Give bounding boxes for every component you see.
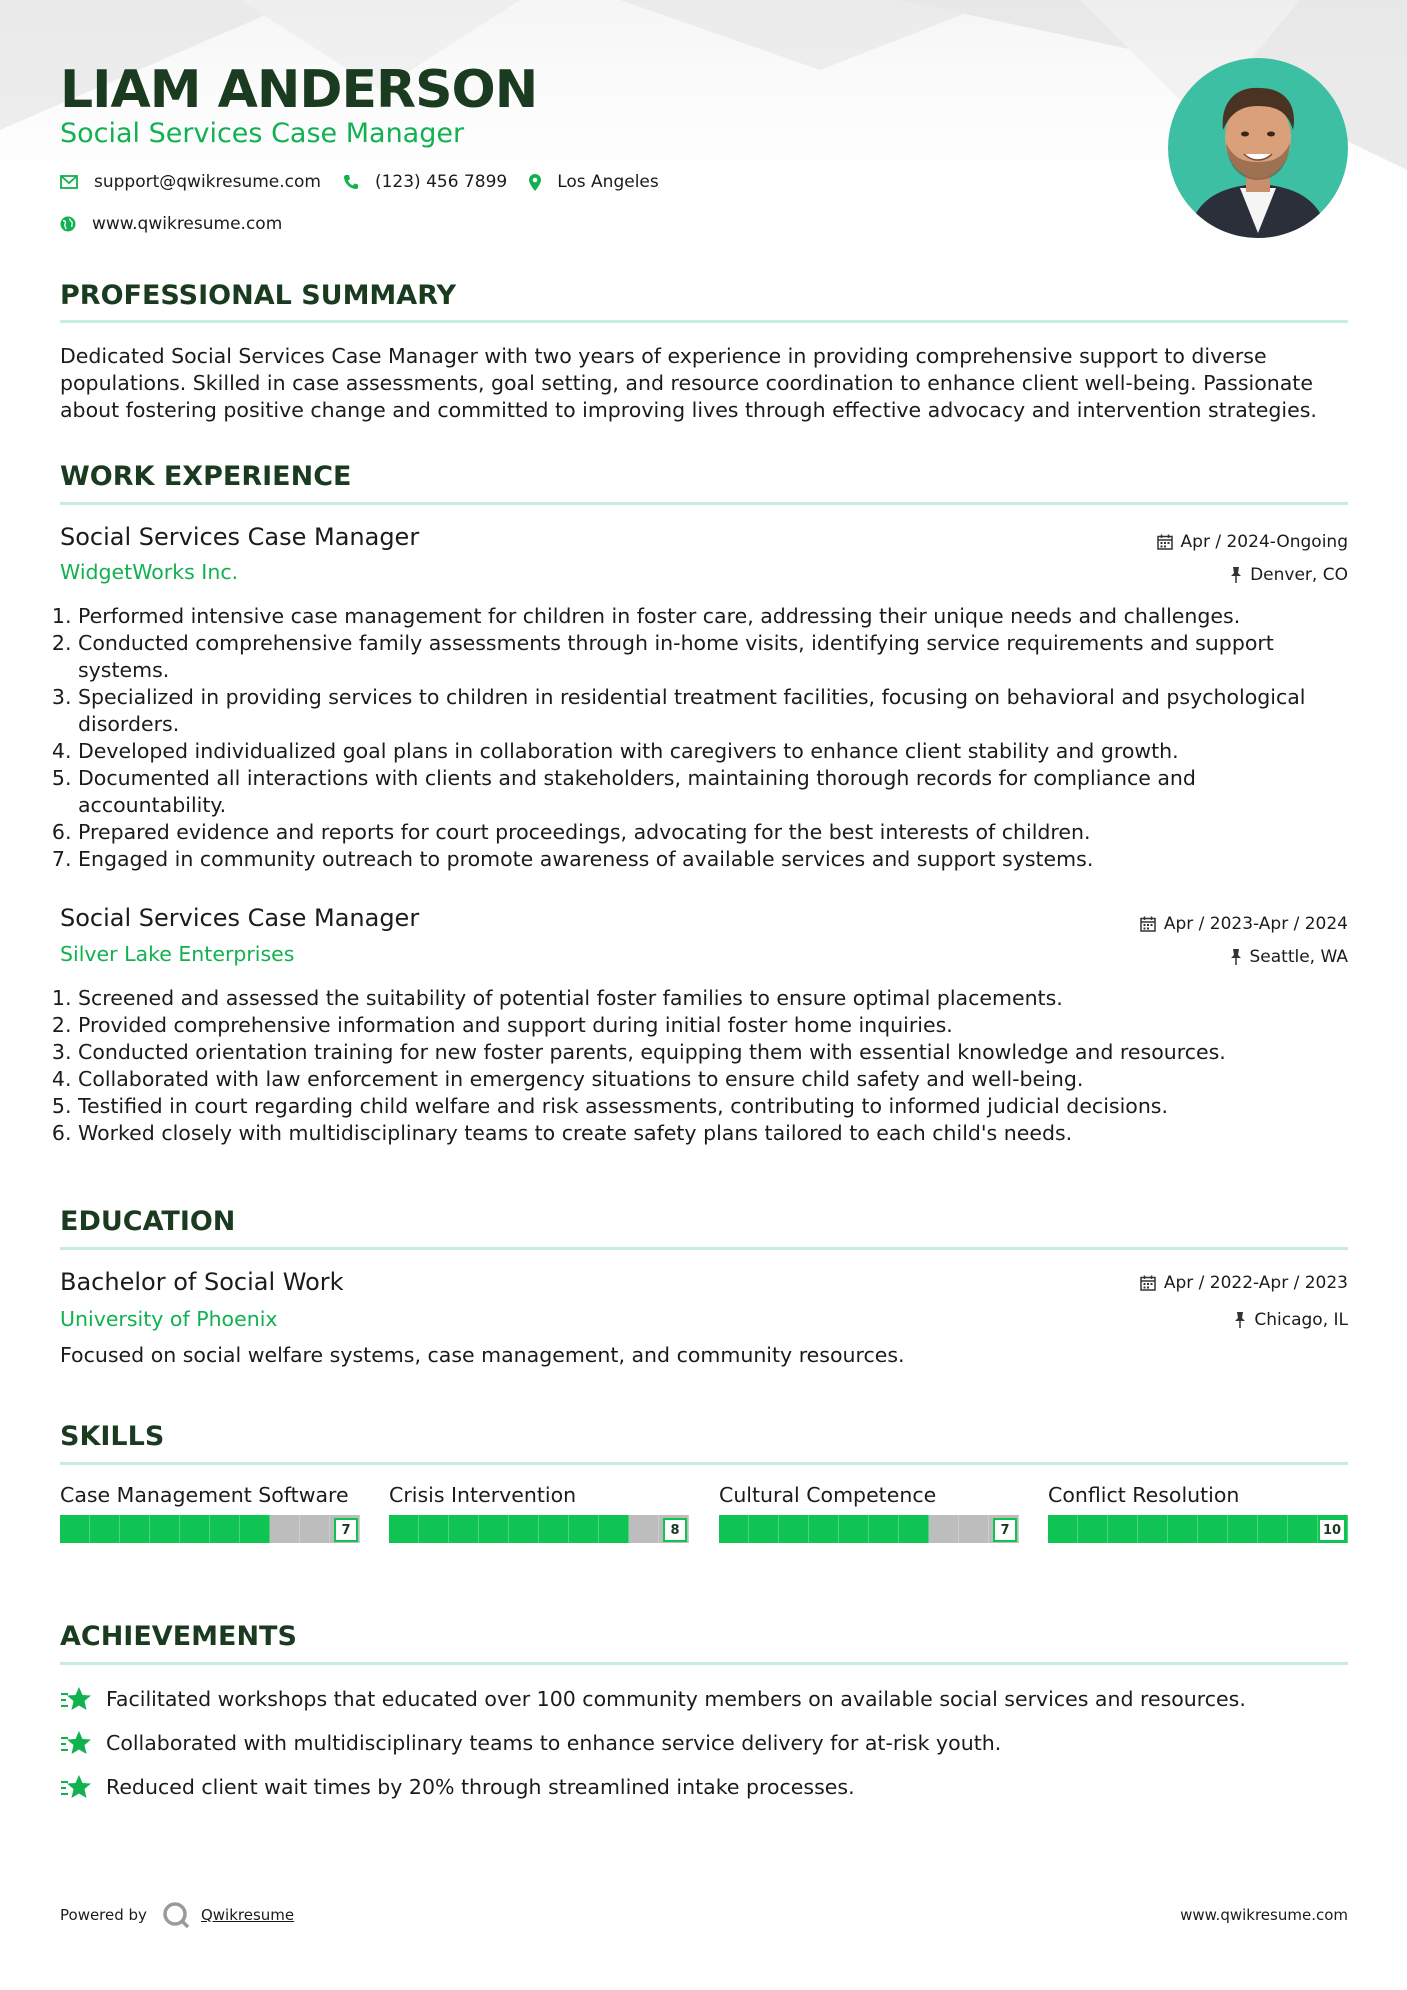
skill-item [1048,1482,1348,1545]
degree-title: Bachelor of Social Work [60,1268,344,1296]
skill-segment-filled [509,1515,539,1543]
skill-segment-filled [1048,1515,1078,1543]
skill-segment-empty [270,1515,300,1543]
list-item: 2. Conducted comprehensive family assessments through in-home visits, identifying service requirements and support systems. [78,630,1348,684]
candidate-title: Social Services Case Manager [60,118,465,149]
brand-link[interactable]: Qwikresume [200,1906,295,1924]
skills-heading: SKILLS [60,1421,165,1452]
pushpin-icon [1230,949,1242,965]
job-location [1230,947,1349,967]
list-item: 2. Provided comprehensive information and support during initial foster home inquiries. [78,1012,1348,1039]
star-icon [60,1773,92,1801]
date-text: Apr / 2022-Apr / 2023 [1163,1273,1348,1293]
skill-segment-filled [1198,1515,1228,1543]
school-name: University of Phoenix [60,1307,278,1331]
contact-row [60,172,681,192]
location-text: Seattle, WA [1249,947,1348,967]
skill-name: Case Management Software [60,1483,349,1507]
skill-segment-filled [569,1515,599,1543]
calendar-icon [1140,916,1156,932]
skill-segment-filled [150,1515,180,1543]
job-bullets [60,985,1348,1147]
candidate-name: LIAM ANDERSON [60,60,538,120]
profile-photo [1168,58,1348,238]
skill-segment-empty [959,1515,989,1543]
map-pin-icon [529,174,541,191]
phone-icon [343,174,359,190]
education-date [1140,1273,1348,1293]
list-item: 5. Testified in court regarding child welfare and risk assessments, contributing to informed judicial decisions. [78,1093,1348,1120]
achievement-item [60,1729,1001,1757]
calendar-icon [1157,534,1173,550]
skill-segment-filled [839,1515,869,1543]
skill-level-badge: 10 [1318,1518,1346,1542]
skill-item [389,1482,689,1545]
contact-website[interactable] [60,214,282,234]
skill-segment-filled [419,1515,449,1543]
pushpin-icon [1234,1312,1246,1328]
list-item: 7. Engaged in community outreach to promote awareness of available services and support systems. [78,846,1348,873]
skill-item [719,1482,1019,1545]
list-item: 6. Worked closely with multidisciplinary teams to create safety plans tailored to each child's needs. [78,1120,1348,1147]
skill-item [60,1482,360,1545]
education-divider [60,1247,1348,1250]
globe-icon [60,216,76,232]
skill-segment-filled [1138,1515,1168,1543]
skill-segment-filled [539,1515,569,1543]
powered-by-text: Powered by [60,1906,147,1924]
job-title: Social Services Case Manager [60,904,420,932]
location-text: Chicago, IL [1254,1310,1348,1330]
footer-powered-by [60,1900,294,1930]
envelope-icon [60,175,78,189]
website-text: www.qwikresume.com [92,214,283,234]
skill-segment-filled [60,1515,90,1543]
qwikresume-logo-icon [161,1900,191,1930]
skill-segment-filled [749,1515,779,1543]
company-name: Silver Lake Enterprises [60,942,295,966]
skill-segment-filled [1078,1515,1108,1543]
summary-heading: PROFESSIONAL SUMMARY [60,280,457,311]
achievements-heading: ACHIEVEMENTS [60,1621,297,1652]
summary-divider [60,320,1348,323]
skill-segment-filled [1108,1515,1138,1543]
skill-level-bar [60,1515,360,1545]
skill-level-bar [1048,1515,1348,1545]
skill-name: Crisis Intervention [389,1483,577,1507]
skill-segment-filled [809,1515,839,1543]
experience-heading: WORK EXPERIENCE [60,461,352,492]
job-date [1140,914,1348,934]
list-item: 3. Specialized in providing services to children in residential treatment facilities, focusing on behavioral and psychological disorders. [78,684,1348,738]
list-item: 1. Performed intensive case management for children in foster care, addressing their unique needs and challenges. [78,603,1348,630]
summary-text: Dedicated Social Services Case Manager with two years of experience in providing comprehensive support to diverse populations. Skilled in case assessments, goal setting, and resource coordination to enhance client well-being. Passionate about fostering positive change and committed to improving lives through effective advocacy and intervention strategies. [60,344,1317,422]
location-text: Los Angeles [557,172,659,192]
skill-segment-filled [1168,1515,1198,1543]
skill-segment-filled [120,1515,150,1543]
achievement-item [60,1773,855,1801]
skill-segment-filled [869,1515,899,1543]
list-item: 3. Conducted orientation training for new foster parents, equipping them with essential knowledge and resources. [78,1039,1348,1066]
skill-segment-filled [899,1515,929,1543]
skill-segment-empty [300,1515,330,1543]
skill-segment-empty [629,1515,659,1543]
job-date [1157,532,1348,552]
avatar-illustration [1168,58,1348,238]
achievement-text: Collaborated with multidisciplinary teams to enhance service delivery for at-risk youth. [106,1731,1002,1755]
skills-divider [60,1462,1348,1465]
skill-segment-filled [449,1515,479,1543]
skill-name: Conflict Resolution [1048,1483,1240,1507]
skill-segment-filled [1288,1515,1318,1543]
skill-level-bar [719,1515,1019,1545]
skill-segment-filled [90,1515,120,1543]
skill-segment-filled [389,1515,419,1543]
list-item: 5. Documented all interactions with clients and stakeholders, maintaining thorough records for compliance and accountability. [78,765,1348,819]
skill-level-badge: 7 [993,1518,1017,1542]
achievement-text: Facilitated workshops that educated over 100 community members on available social services and resources. [106,1687,1246,1711]
skill-segment-filled [479,1515,509,1543]
skill-segment-filled [599,1515,629,1543]
achievement-item [60,1685,1246,1713]
education-description: Focused on social welfare systems, case management, and community resources. [60,1343,905,1367]
skill-level-bar [389,1515,689,1545]
education-location [1234,1310,1348,1330]
pushpin-icon [1230,567,1242,583]
calendar-icon [1140,1275,1156,1291]
achievements-divider [60,1662,1348,1665]
contact-email[interactable] [60,172,321,192]
list-item: 4. Developed individualized goal plans in collaboration with caregivers to enhance client stability and growth. [78,738,1348,765]
contact-phone [343,172,507,192]
contact-row-website [60,214,304,234]
job-title: Social Services Case Manager [60,523,420,551]
skill-segment-filled [210,1515,240,1543]
skill-segment-filled [180,1515,210,1543]
skill-segment-empty [929,1515,959,1543]
star-icon [60,1685,92,1713]
list-item: 1. Screened and assessed the suitability of potential foster families to ensure optimal placements. [78,985,1348,1012]
list-item: 6. Prepared evidence and reports for court proceedings, advocating for the best interests of children. [78,819,1348,846]
skill-segment-filled [1228,1515,1258,1543]
location-text: Denver, CO [1250,565,1348,585]
job-bullets [60,603,1348,873]
skill-segment-filled [719,1515,749,1543]
achievement-text: Reduced client wait times by 20% through streamlined intake processes. [106,1775,855,1799]
phone-text: (123) 456 7899 [374,172,508,192]
company-name: WidgetWorks Inc. [60,560,239,584]
email-text: support@qwikresume.com [94,172,321,192]
skill-segment-filled [1258,1515,1288,1543]
skill-segment-filled [779,1515,809,1543]
star-icon [60,1729,92,1757]
experience-divider [60,502,1348,505]
skill-segment-filled [240,1515,270,1543]
footer-website[interactable]: www.qwikresume.com [1180,1906,1348,1924]
skill-level-badge: 8 [663,1518,687,1542]
job-location [1230,565,1348,585]
contact-location [529,172,659,192]
date-text: Apr / 2024-Ongoing [1180,532,1348,552]
list-item: 4. Collaborated with law enforcement in emergency situations to ensure child safety and well-being. [78,1066,1348,1093]
education-heading: EDUCATION [60,1206,236,1237]
skill-name: Cultural Competence [719,1483,937,1507]
skill-level-badge: 7 [334,1518,358,1542]
date-text: Apr / 2023-Apr / 2024 [1163,914,1348,934]
